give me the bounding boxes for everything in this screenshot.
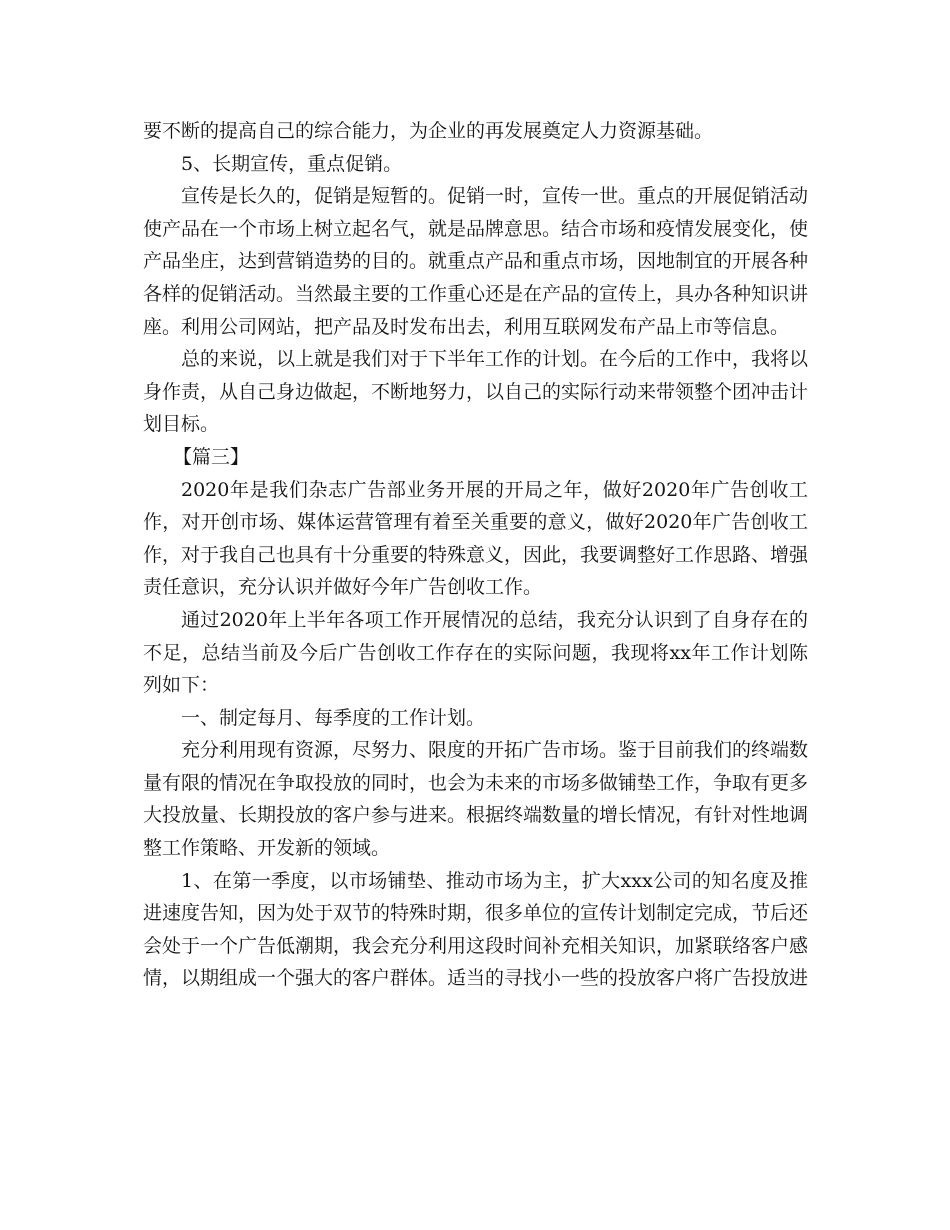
heading-monthly-plan: 一、制定每月、每季度的工作计划。 (181, 706, 486, 729)
heading-long-term-promotion: 5、长期宣传，重点促销。 (181, 152, 403, 175)
document-page (143, 115, 808, 995)
section-heading-part-three: 【篇三】 (173, 445, 250, 468)
paragraph-1: 要不断的提高自己的综合能力，为企业的再发展奠定人力资源基础。 (143, 120, 714, 142)
paragraph-half-year-review: 通过2020年上半年各项工作开展情况的总结，我充分认识到了自身存在的不足，总结当前及今后广告创收工作存在的实际问题，我现将xx年工作计划陈列如下： (143, 608, 808, 697)
paragraph-promotion: 宣传是长久的，促销是短暂的。促销一时，宣传一世。重点的开展促销活动使产品在一个市场上树立起名气，就是品牌意思。结合市场和疫情发展变化，使产品坐庄，达到营销造势的目的。就重点产品和重点市场，因地制宜的开展各种各样的促销活动。当然最主要的工作重心还是在产品的宣传上，具办各种知识讲座。利用公司网站，把产品及时发布出去，利用互联网发布产品上市等信息。 (143, 185, 809, 338)
paragraph-resources: 充分利用现有资源，尽努力、限度的开拓广告市场。鉴于目前我们的终端数量有限的情况在争取投放的同时，也会为未来的市场多做铺垫工作，争取有更多大投放量、长期投放的客户参与进来。根据终端数量的增长情况，有针对性地调整工作策略、开发新的领域。 (143, 739, 809, 860)
paragraph-first-quarter: 1、在第一季度，以市场铺垫、推动市场为主，扩大xxx公司的知名度及推进速度告知，因为处于双节的特殊时期，很多单位的宣传计划制定完成，节后还会处于一个广告低潮期，我会充分利用这段时间补充相关知识，加紧联络客户感情，以期组成一个强大的客户群体。适当的寻找小一些的投放客户将广告投放进 (143, 869, 809, 990)
paragraph-2020-intro: 2020年是我们杂志广告部业务开展的开局之年，做好2020年广告创收工作，对开创市场、媒体运营管理有着至关重要的意义，做好2020年广告创收工作，对于我自己也具有十分重要的特殊意义，因此，我要调整好工作思路、增强责任意识，充分认识并做好今年广告创收工作。 (143, 478, 809, 599)
paragraph-summary: 总的来说，以上就是我们对于下半年工作的计划。在今后的工作中，我将以身作责，从自己身边做起，不断地努力，以自己的实际行动来带领整个团冲击计划目标。 (143, 348, 809, 436)
